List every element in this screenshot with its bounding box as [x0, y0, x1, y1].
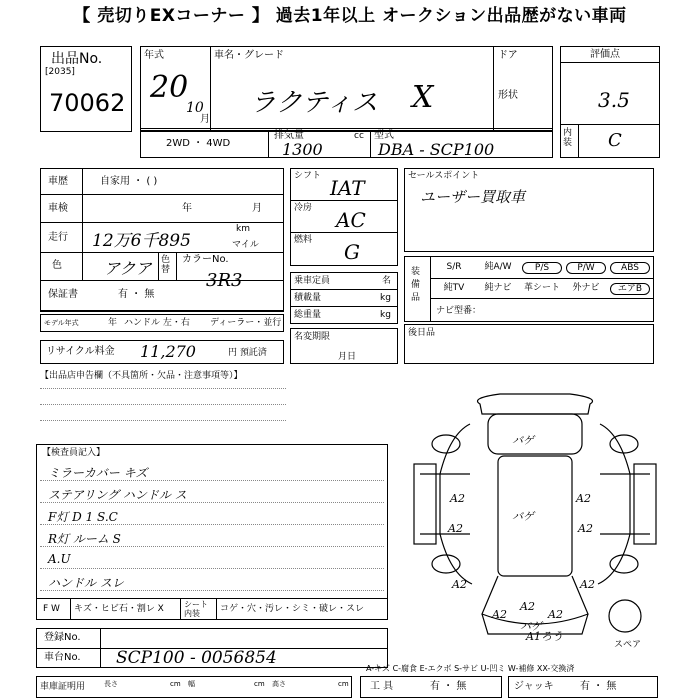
fw-label: F W: [43, 604, 60, 614]
model-year-label: モデル年式: [44, 319, 79, 327]
mark-rear-1: A2: [492, 608, 507, 621]
jack-value: 有 ・ 無: [580, 681, 617, 692]
fw-text: キズ・ヒビ石・割レ X: [74, 604, 164, 614]
name-label: 車名・グレード: [214, 50, 284, 61]
equipment-item: S/R: [446, 262, 462, 272]
warranty-label: 保証書: [48, 289, 78, 300]
car-grade: X: [412, 80, 434, 115]
interior-value: C: [608, 130, 622, 151]
equipment-item: エアB: [610, 283, 650, 295]
inspector-note: ミラーカバー キズ: [48, 466, 148, 480]
mark-roof: バゲ: [512, 434, 534, 447]
year-label: 年式: [144, 50, 164, 61]
mark-left-rear: A2: [452, 578, 467, 591]
mark-rear-2: A2: [520, 600, 535, 613]
mark-left-door-2: A2: [448, 522, 463, 535]
car-diagram: [410, 384, 660, 654]
inspector-note: A.U: [48, 552, 71, 566]
dealer-value: ディーラー・並行: [210, 318, 282, 328]
equipment-item: 純A/W: [484, 262, 512, 272]
mileage-label: 走行: [48, 232, 68, 243]
sales-point-text: ユーザー買取車: [420, 188, 526, 206]
load-unit: kg: [380, 293, 391, 303]
door-label: ドア: [498, 50, 518, 61]
displacement-label: 排気量: [274, 130, 304, 141]
name-change-label: 名変期限: [294, 332, 331, 342]
equipment-item: P/W: [566, 262, 606, 274]
lot-number: 70062: [49, 89, 126, 117]
inspector-note: F灯 D 1 S.C: [48, 510, 118, 524]
lot-label: 出品No.: [51, 51, 103, 67]
mark-left-door-1: A2: [450, 492, 465, 505]
color-label: 色: [52, 260, 62, 271]
color-value: アクア: [104, 259, 152, 278]
cc-unit: cc: [354, 131, 364, 141]
km-unit: km: [236, 224, 250, 234]
seat-text: コゲ・穴・汚レ・シミ・破レ・スレ: [220, 604, 365, 614]
month-unit: 月: [200, 114, 210, 125]
year-value: 20: [150, 70, 189, 105]
certificate-col: 長さ: [104, 680, 118, 688]
certificate-col: cm: [338, 680, 349, 688]
fuel-label: 燃料: [294, 235, 313, 245]
shift-label: シフト: [294, 171, 322, 181]
colorno-value: 3R3: [206, 270, 243, 291]
mark-right-rear: A2: [580, 578, 595, 591]
inspector-note: ステアリング ハンドル ス: [48, 488, 187, 502]
model-year-unit: 年: [108, 318, 118, 328]
chassis-value: SCP100 - 0056854: [116, 648, 277, 668]
model-label: 型式: [374, 130, 394, 141]
interior-label: 内装: [563, 128, 573, 148]
shaken-year: 年: [182, 203, 192, 214]
ac-value: AC: [336, 208, 366, 232]
notes-label: 後日品: [408, 328, 436, 338]
car-name: ラクティス: [250, 88, 378, 118]
shift-value: IAT: [330, 176, 365, 200]
certificate-col: cm: [254, 680, 265, 688]
declaration-label: 【出品店申告欄（不具箇所・欠品・注意事項等）】: [40, 371, 243, 381]
bottom-note: A1ろう: [526, 630, 563, 643]
spare-label: スペア: [614, 640, 642, 650]
jack-label: ジャッキ: [514, 681, 554, 692]
colorno-label: カラーNo.: [182, 254, 229, 265]
tools-value: 有 ・ 無: [430, 681, 467, 692]
lot-sub: [2035]: [45, 67, 75, 77]
chassis-label: 車台No.: [44, 652, 81, 663]
ac-label: 冷房: [294, 203, 313, 213]
mark-right-door-1: A2: [576, 492, 591, 505]
mark-rear-bumper: バゲ: [520, 620, 542, 633]
certificate-col: cm: [170, 680, 181, 688]
navi-label: ナビ型番：: [436, 306, 482, 316]
inspector-note: R灯 ルーム S: [48, 532, 121, 546]
shaken-label: 車検: [48, 203, 68, 214]
warranty-value: 有 ・ 無: [118, 289, 155, 300]
gross-unit: kg: [380, 310, 391, 320]
mark-rear-3: A2: [548, 608, 563, 621]
drive-type: 2WD ・ 4WD: [166, 138, 231, 149]
legend-text: A-キズ C-腐食 E-エクボ S-サビ U-凹ミ W-補修 XX-交換済: [366, 664, 575, 673]
equipment-item: 革シート: [523, 283, 560, 293]
load-label: 積載量: [294, 293, 322, 303]
rekireki-label: 車歴: [48, 176, 68, 187]
inspector-rule: [40, 568, 384, 569]
recycle-label: リサイクル料金: [46, 346, 115, 357]
equipment-label: 装備品: [411, 267, 421, 303]
score-label: 評価点: [590, 49, 620, 60]
capacity-unit: 名: [382, 276, 392, 286]
gross-label: 総重量: [294, 310, 322, 320]
recycle-value: 11,270: [140, 342, 196, 361]
model-value: DBA - SCP100: [378, 140, 495, 159]
score-value: 3.5: [598, 88, 630, 112]
seat-label: シート内装: [184, 600, 208, 618]
fuel-value: G: [344, 240, 360, 264]
equipment-item: P/S: [522, 262, 562, 274]
displacement-value: 1300: [282, 140, 323, 159]
equipment-item: 純ナビ: [484, 283, 512, 293]
certificate-col: 幅: [188, 680, 195, 688]
inspector-note: ハンドル スレ: [48, 576, 124, 590]
capacity-label: 乗車定員: [294, 276, 331, 286]
page-title: 【 売切りEXコーナー 】 過去1年以上 オークション出品歴がない車両: [73, 6, 627, 26]
color-change-label: 色替: [161, 255, 171, 275]
month-value: 10: [186, 100, 204, 116]
certificate-col: 高さ: [272, 680, 286, 688]
equipment-item: 純TV: [443, 283, 465, 293]
mark-right-door-2: A2: [578, 522, 593, 535]
certificate-label: 車庫証明用: [40, 682, 86, 692]
rekireki-value: 自家用 ・ ( ): [100, 176, 158, 187]
shaken-month: 月: [252, 203, 262, 214]
notes-box: [404, 324, 654, 364]
registration-label: 登録No.: [44, 632, 81, 643]
mile-unit: マイル: [232, 240, 259, 250]
shape-label: 形状: [498, 90, 518, 101]
name-change-unit: 月日: [338, 352, 357, 362]
tools-label: 工 具: [370, 681, 394, 692]
recycle-unit: 円 預託済: [228, 348, 267, 358]
inspector-label: 【検査員記入】: [42, 448, 106, 458]
handle-value: ハンドル 左・右: [124, 318, 190, 328]
lot-box: [40, 46, 132, 132]
mark-center: バゲ: [512, 510, 534, 523]
equipment-item: ABS: [610, 262, 650, 274]
mileage-value: 12万6千895: [92, 231, 191, 251]
sales-point-label: セールスポイント: [408, 171, 480, 181]
equipment-item: 外ナビ: [572, 283, 600, 293]
